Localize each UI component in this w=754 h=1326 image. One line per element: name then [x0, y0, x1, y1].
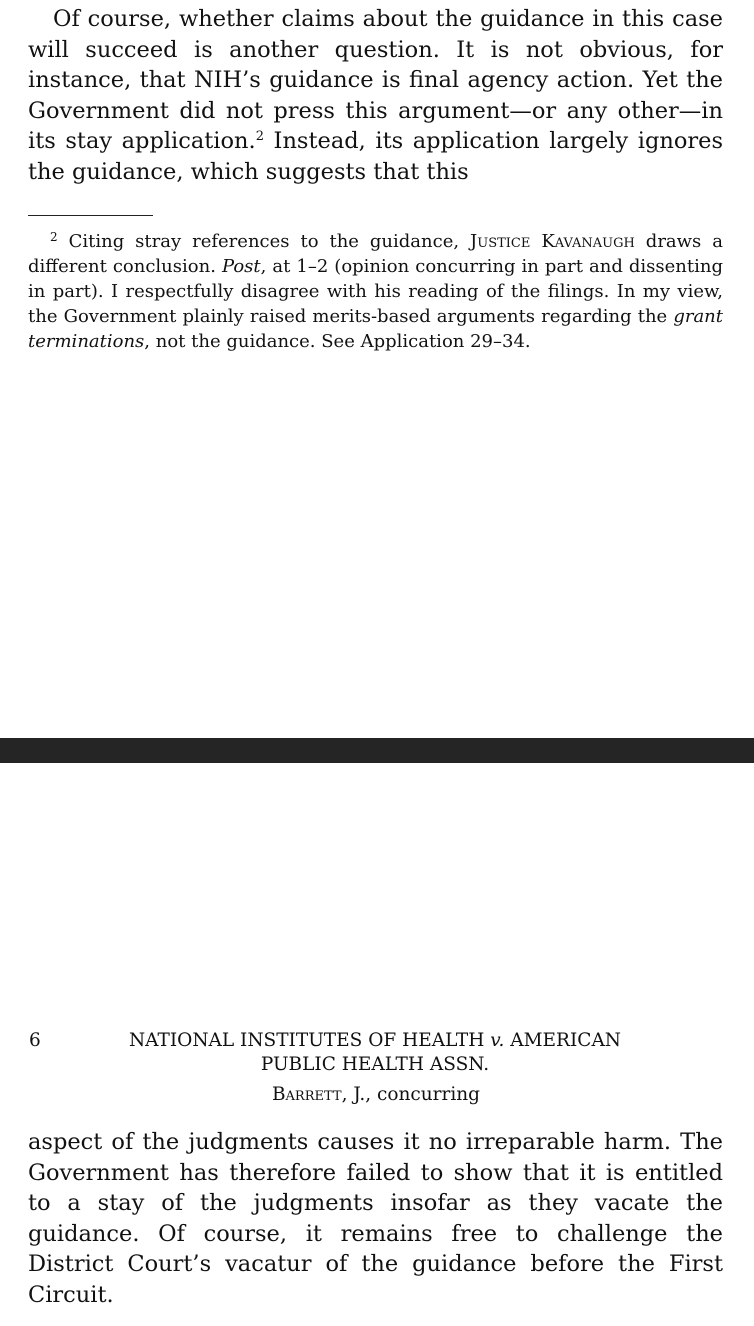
opinion-label [90, 1083, 662, 1107]
page-separator [0, 738, 754, 763]
body-paragraph [28, 4, 723, 188]
footnote-text: Citing stray references to the guidance, [57, 231, 471, 252]
opinion-label-text: , J., concurring [341, 1084, 481, 1105]
footnote-text: draws a different conclusion. [28, 231, 723, 277]
paragraph-text: Of course, whether claims about the guidance in this case will succeed is another question. It is not obvious, for instance, that NIH’s guidance is final agency action. Yet the Government did not press this argument—or any other—in its stay application. [28, 6, 723, 155]
running-head-line-1 [90, 1029, 660, 1053]
citation-italic: Post [221, 256, 261, 277]
versus-italic: v. [490, 1030, 505, 1051]
running-head-text: AMERICAN [504, 1030, 621, 1051]
footnote-reference: 2 [255, 129, 264, 145]
footnote-marker: 2 [50, 230, 58, 244]
justice-name: Justice Kavanaugh [470, 231, 635, 252]
emphasis-italic: grant terminations [28, 306, 723, 352]
page-number: 6 [29, 1030, 41, 1051]
footnote-text: , not the guidance. See Application 29–34. [144, 331, 531, 352]
page-bottom [0, 763, 754, 1326]
footnote-text: , at 1–2 (opinion concurring in part and dissenting in part). I respectfully disagree with his reading of the filings. In my view, the Government plainly raised merits-based arguments regarding the [28, 256, 723, 327]
body-paragraph: aspect of the judgments causes it no irreparable harm. The Government has therefore failed to show that it is entitled to a stay of the judgments insofar as they vacate the guidance. Of course, it remains free to challenge the District Court’s vacatur of the guidance before the First Circuit. [28, 1129, 723, 1308]
running-head-line-2: PUBLIC HEALTH ASSN. [260, 1054, 490, 1075]
footnote [28, 229, 723, 354]
justice-name: Barrett [271, 1084, 342, 1105]
paragraph-text: Instead, its application largely ignores the guidance, which suggests that this [28, 128, 724, 185]
running-head-text: NATIONAL INSTITUTES OF HEALTH [128, 1030, 491, 1051]
running-head [90, 1029, 660, 1077]
footnote-divider [28, 215, 153, 216]
